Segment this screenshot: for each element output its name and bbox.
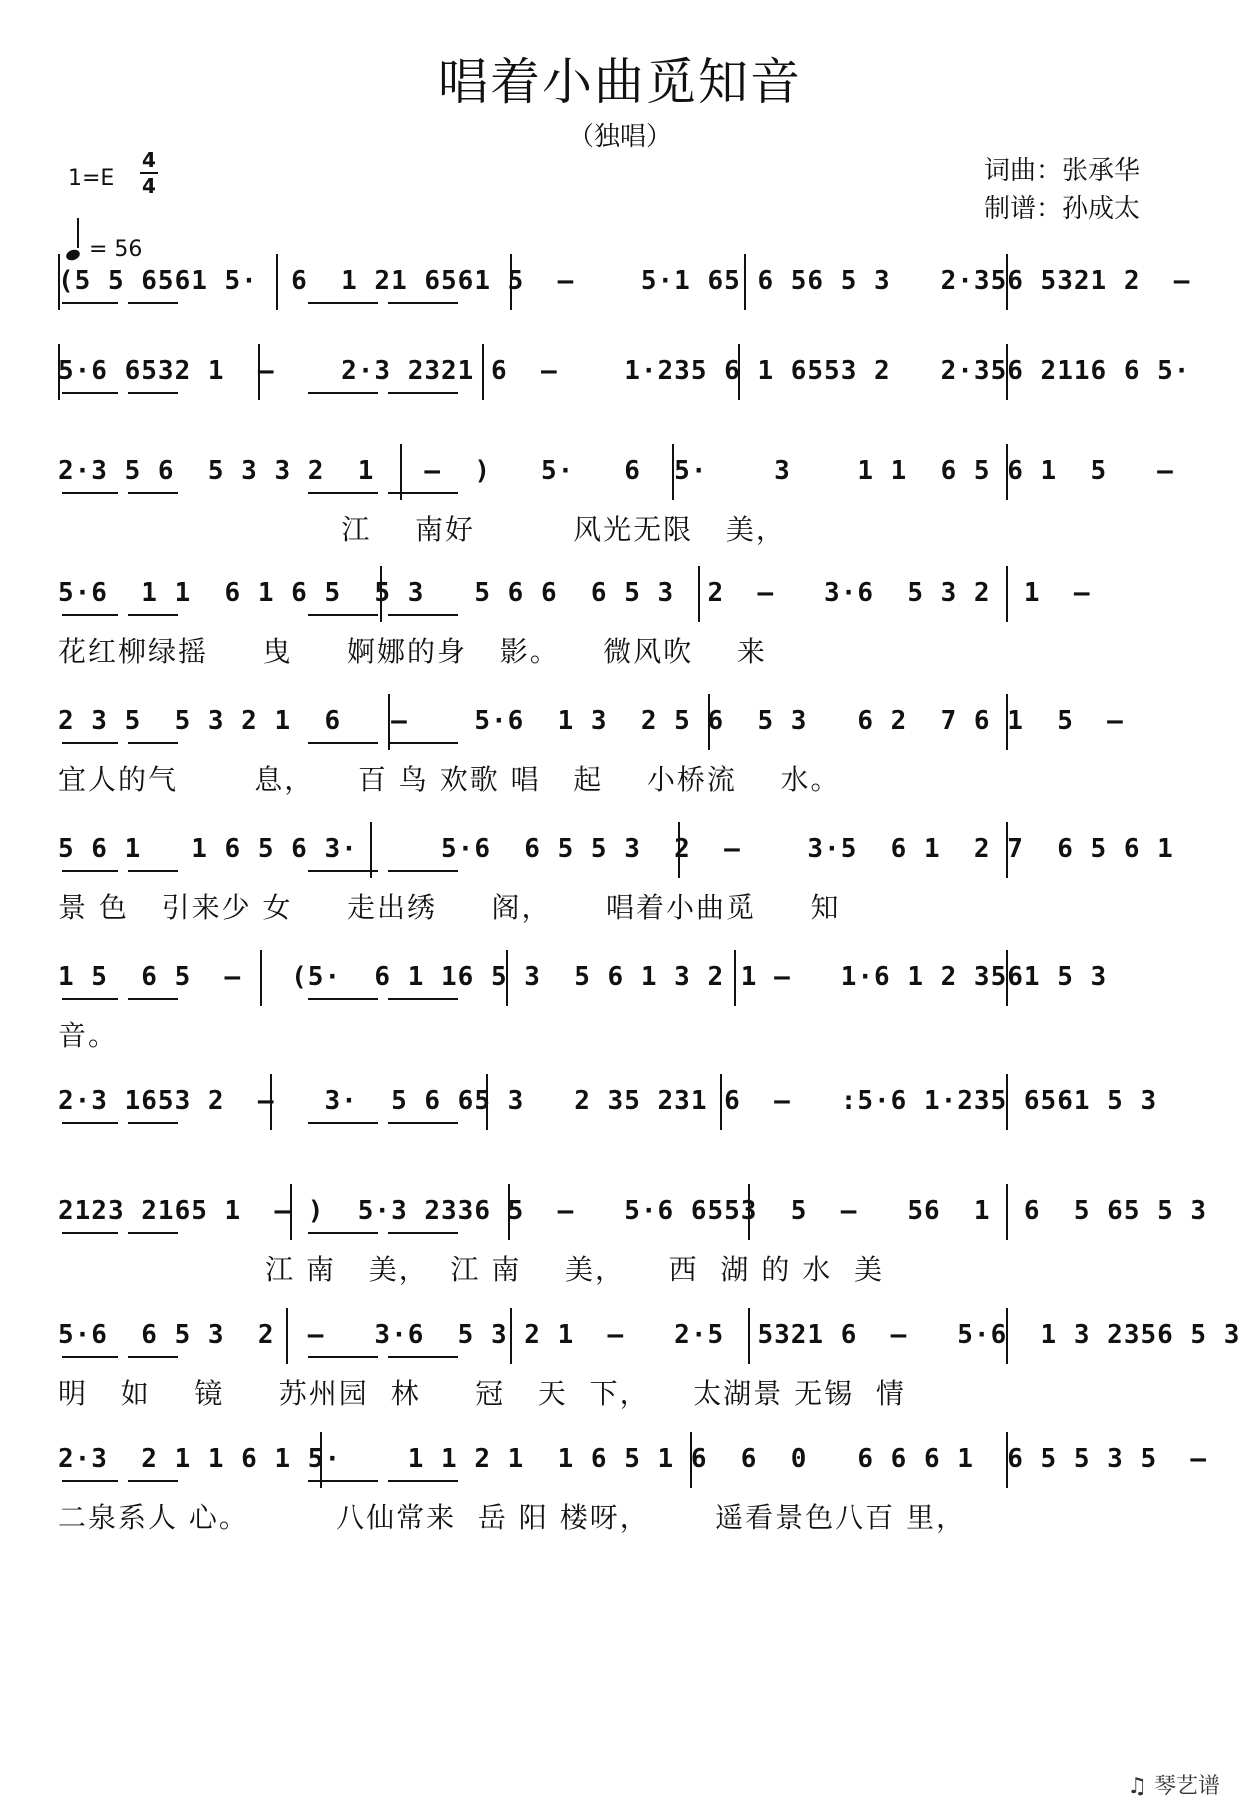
time-signature [140, 148, 158, 198]
beam-line [388, 1232, 458, 1234]
notation-line: 2·3 1653 2 – 3· 5 6 65 3 2 35 231 6 – :5·6 1·235 6561 5 3 [58, 1086, 1158, 1116]
beam-line [128, 392, 178, 394]
tempo-value: = 56 [89, 237, 143, 262]
beam-line [308, 492, 378, 494]
beam-line [388, 870, 458, 872]
beam-line [128, 1480, 178, 1482]
beam-line [308, 742, 378, 744]
beam-underlines [58, 742, 1158, 750]
credit-lyrics-music: 词曲：张承华 [983, 156, 1140, 186]
lyrics-line: 明 如 镜 苏州园 林 冠 天 下， 太湖景 无锡 情 [58, 1377, 906, 1410]
notation-line: 2·3 2 1 1 6 1 5· 1 1 2 1 1 6 5 1 6 6 0 6 6 6 1 6 5 5 3 5 – [58, 1444, 1208, 1474]
lyrics-line: 江 南 美， 江 南 美， 西 湖 的 水 美 [58, 1253, 885, 1286]
beam-line [128, 1356, 178, 1358]
notation-line: (5 5 6561 5· 6 1 21 6561 5 – 5·1 65 6 56 5 3 2·356 5321 2 – [58, 266, 1191, 296]
beam-line [308, 392, 378, 394]
notation-line: 5·6 6 5 3 2 – 3·6 5 3 2 1 – 2·5 5321 6 – 5·6 1 3 2356 5 3 [58, 1320, 1240, 1350]
beam-line [308, 870, 378, 872]
beam-line [308, 1480, 378, 1482]
beam-line [62, 1232, 118, 1234]
lyrics-line: 音。 [58, 1019, 119, 1052]
beam-line [308, 1356, 378, 1358]
beam-underlines [58, 302, 1158, 310]
credit-transcriber: 制谱：孙成太 [983, 194, 1140, 224]
beam-underlines [58, 1122, 1158, 1130]
notation-line: 5 6 1 1 6 5 6 3· 5·6 6 5 5 3 2 – 3·5 6 1 2 7 6 5 6 1 [58, 834, 1174, 864]
lyrics-line: 二泉系人 心。 八仙常来 岳 阳 楼呀， 遥看景色八百 里， [58, 1501, 967, 1534]
beam-line [388, 392, 458, 394]
beam-line [62, 392, 118, 394]
beam-underlines [58, 870, 1158, 878]
notation-line: 2·3 5 6 5 3 3 2 1 – ) 5· 6 5· 3 1 1 6 5 6 1 5 – [58, 456, 1174, 486]
beam-line [128, 302, 178, 304]
note-stem [77, 218, 79, 248]
notation-line: 1 5 6 5 – (5· 6 1 16 5 3 5 6 1 3 2 1 – 1·6 1 2 3561 5 3 [58, 962, 1108, 992]
beam-line [308, 1232, 378, 1234]
beam-line [128, 998, 178, 1000]
beam-underlines [58, 614, 1158, 622]
beam-line [128, 1232, 178, 1234]
beam-line [128, 870, 178, 872]
beam-underlines [58, 492, 1158, 500]
beam-line [62, 1356, 118, 1358]
beam-underlines [58, 392, 1158, 400]
logo [1127, 1769, 1220, 1800]
beam-underlines [58, 998, 1158, 1006]
beam-line [388, 1122, 458, 1124]
beam-line [388, 614, 458, 616]
beam-line [308, 614, 378, 616]
lyrics-line: 花红柳绿摇 曳 婀娜的身 影。 微风吹 来 [58, 635, 767, 668]
beam-line [388, 998, 458, 1000]
credits [984, 152, 1140, 228]
time-top: 4 [142, 148, 156, 172]
beam-line [388, 302, 458, 304]
beam-line [388, 1480, 458, 1482]
beam-line [128, 742, 178, 744]
beam-line [388, 742, 458, 744]
beam-underlines [58, 1356, 1158, 1364]
beam-line [388, 492, 458, 494]
key-signature: 1=E [68, 166, 115, 191]
beam-line [62, 870, 118, 872]
beam-line [62, 302, 118, 304]
beam-line [308, 1122, 378, 1124]
page-subtitle: （独唱） [567, 122, 672, 152]
beam-underlines [58, 1232, 1158, 1240]
beam-line [62, 614, 118, 616]
beam-line [62, 742, 118, 744]
notation-line: 2123 2165 1 – ) 5·3 2336 5 – 5·6 6553 5 – 56 1 6 5 65 5 3 [58, 1196, 1208, 1226]
notation-line: 2 3 5 5 3 2 1 6 – 5·6 1 3 2 5 6 5 3 6 2 7 6 1 5 – [58, 706, 1124, 736]
beam-line [62, 1122, 118, 1124]
beam-line [128, 614, 178, 616]
beam-line [62, 998, 118, 1000]
beam-line [128, 1122, 178, 1124]
lyrics-line: 江 南好 风光无限 美， [58, 513, 786, 546]
logo-icon: ♫ [1127, 1774, 1147, 1799]
beam-line [62, 492, 118, 494]
page-title: 唱着小曲觅知音 [438, 53, 802, 111]
beam-line [388, 1356, 458, 1358]
beam-line [308, 302, 378, 304]
notation-line: 5·6 1 1 6 1 6 5 5 3 5 6 6 6 5 3 2 – 3·6 5 3 2 1 – [58, 578, 1091, 608]
beam-line [128, 492, 178, 494]
lyrics-line: 景 色 引来少 女 走出绣 阁， 唱着小曲觅 知 [58, 891, 841, 924]
beam-line [308, 998, 378, 1000]
notation-line: 5·6 6532 1 – 2·3 2321 6 – 1·235 6 1 6553 2 2·356 2116 6 5· [58, 356, 1191, 386]
lyrics-line: 宜人的气 息， 百 鸟 欢歌 唱 起 小桥流 水。 [58, 763, 841, 796]
time-bottom: 4 [142, 174, 156, 198]
beam-line [62, 1480, 118, 1482]
logo-text: 琴艺谱 [1153, 1774, 1220, 1799]
beam-underlines [58, 1480, 1158, 1488]
